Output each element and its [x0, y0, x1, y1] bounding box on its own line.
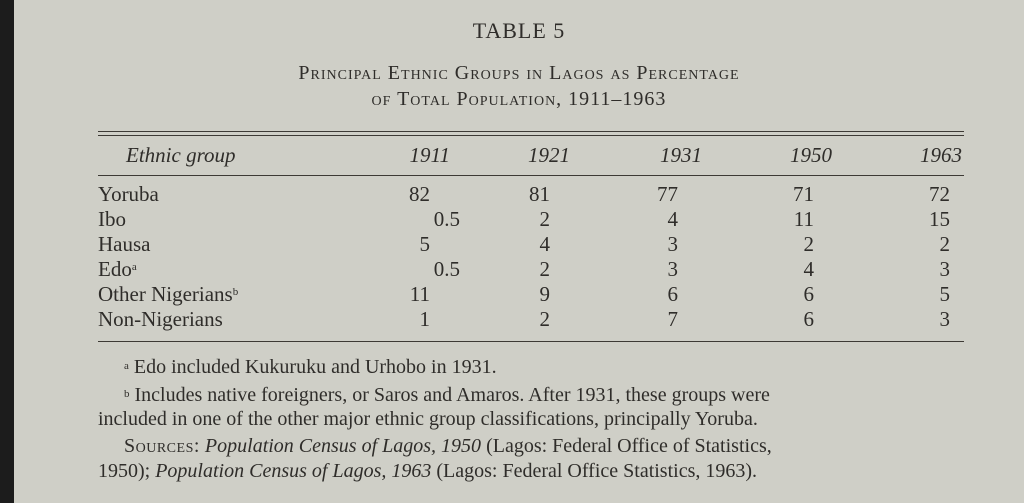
table-cell: 4	[539, 232, 550, 256]
table-cell: 82	[409, 182, 430, 206]
bottom-rule	[98, 341, 964, 342]
table-cell: 0.5	[433, 257, 460, 281]
table-cell: 71	[793, 182, 814, 206]
table-row-label: Hausa	[98, 232, 151, 256]
table-cell: 6	[803, 307, 814, 331]
table-cell: 2	[539, 307, 550, 331]
table-title-line-2: of Total Population, 1911–1963	[371, 88, 667, 110]
table-cell: 15	[929, 207, 950, 231]
footnote-b-line-2: included in one of the other major ethnic group classifications, principally Yoruba.	[98, 408, 758, 430]
table-number: TABLE 5	[472, 18, 566, 43]
table-cell: 2	[539, 257, 550, 281]
table-row-label: Yoruba	[98, 182, 159, 206]
table-cell: 5	[419, 232, 430, 256]
table-cell: 2	[539, 207, 550, 231]
header-ethnic-group: Ethnic group	[126, 143, 236, 167]
table-row-label: Ibo	[98, 207, 126, 231]
table-cell: 3	[939, 307, 950, 331]
table-cell: 4	[803, 257, 814, 281]
table-cell: 6	[803, 282, 814, 306]
table-cell: 6	[667, 282, 678, 306]
table-cell: 1	[419, 307, 430, 331]
header-1931: 1931	[660, 143, 702, 167]
table-cell: 3	[667, 232, 678, 256]
table-cell: 72	[929, 182, 950, 206]
table-cell: 3	[939, 257, 950, 281]
header-1963: 1963	[920, 143, 962, 167]
footnote-mark-b: b	[232, 286, 239, 298]
table-cell: 2	[803, 232, 814, 256]
table-cell: 7	[667, 307, 678, 331]
table-cell: 5	[939, 282, 950, 306]
header-1950: 1950	[790, 143, 832, 167]
table-row-label: Non-Nigerians	[98, 307, 223, 331]
table-cell: 9	[539, 282, 550, 306]
table-row-label: Edo$^a$	[98, 257, 137, 281]
table-cell: 77	[657, 182, 678, 206]
footnote-mark-a: a	[131, 261, 137, 273]
header-1921: 1921	[528, 143, 570, 167]
sources-line-1: Sources: Population Census of Lagos, 1950 (Lagos: Federal Office of Statistics,	[124, 435, 772, 457]
sources-line-2: 1950); Population Census of Lagos, 1963 (Lagos: Federal Office Statistics, 1963).	[98, 460, 758, 482]
top-rule	[98, 131, 964, 132]
table-cell: 0.5	[433, 207, 460, 231]
top-rule-second	[98, 135, 964, 136]
table-cell: 81	[529, 182, 550, 206]
table-cell: 3	[667, 257, 678, 281]
footnote-a: $^a$ Edo included Kukuruku and Urhobo in 1931.	[124, 356, 497, 378]
header-rule	[98, 175, 964, 176]
table-cell: 11	[793, 207, 814, 231]
footnote-b-line-1: $^b$ Includes native foreigners, or Saros and Amaros. After 1931, these groups were	[124, 384, 770, 406]
table-cell: 2	[939, 232, 950, 256]
table-cell: 4	[667, 207, 678, 231]
table-row-label: Other Nigerians$^b$	[98, 282, 239, 306]
table-cell: 11	[409, 282, 430, 306]
table-title-line-1: Principal Ethnic Groups in Lagos as Percentage	[298, 62, 740, 84]
header-1911: 1911	[409, 143, 450, 167]
document-page	[14, 0, 1024, 503]
